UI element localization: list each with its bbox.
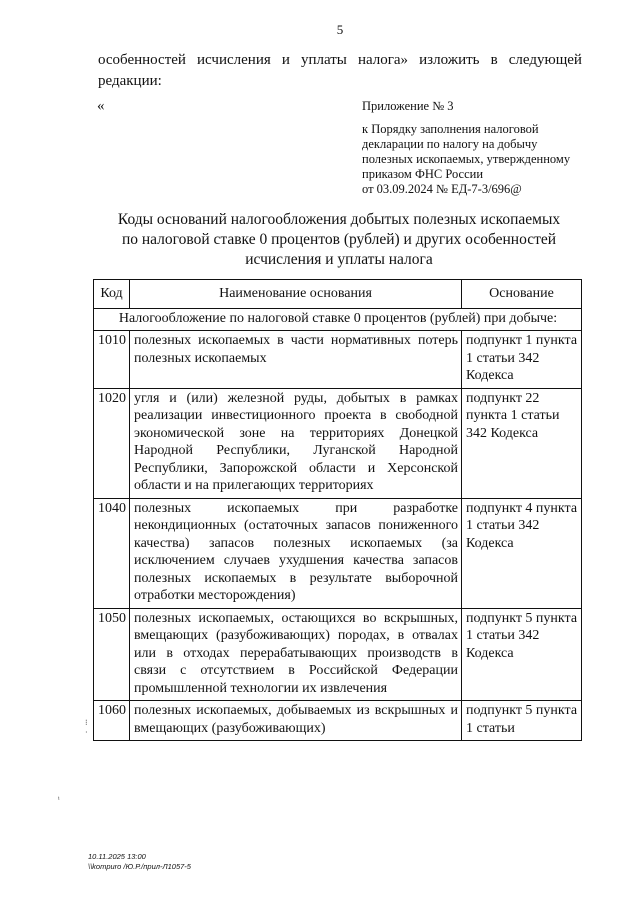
row-basis: подпункт 1 пункта 1 статьи 342 Кодекса [462, 331, 582, 389]
header-name: Наименование основания [130, 280, 462, 309]
appendix-block [362, 99, 602, 197]
row-basis: подпункт 5 пункта 1 статьи [462, 701, 582, 741]
row-basis: подпункт 4 пункта 1 статьи 342 Кодекса [462, 498, 582, 608]
header-code: Код [94, 280, 130, 309]
row-name: угля и (или) железной руды, добытых в рамках реализации инвестиционного проекта в свободной экономической зоне на территориях Донецкой Народной Республики, Луганской Народной Республики, Запорожской области и Херсонской области и на прилегающих территориях [130, 388, 462, 498]
row-code: 1040 [94, 498, 130, 608]
footer-timestamp: 10.11.2025 13:00 [88, 852, 146, 861]
intro-line-2: редакции: [98, 73, 162, 89]
codes-table [93, 279, 582, 741]
section-heading: Налогообложение по налоговой ставке 0 процентов (рублей) при добыче: [94, 308, 582, 331]
row-basis: подпункт 22 пункта 1 статьи 342 Кодекса [462, 388, 582, 498]
table-row [94, 498, 582, 608]
title-line: исчисления и уплаты налога [245, 251, 433, 268]
row-code: 1010 [94, 331, 130, 389]
document-title [96, 210, 582, 270]
table-header-row [94, 280, 582, 309]
appendix-line: от 03.09.2024 № ЕД-7-3/696@ [362, 182, 522, 196]
row-code: 1050 [94, 608, 130, 701]
table-section-row [94, 308, 582, 331]
title-line: Коды оснований налогообложения добытых полезных ископаемых [117, 211, 561, 228]
intro-word: налога» [357, 52, 409, 68]
margin-marks: ⁝ · [85, 718, 88, 737]
row-name: полезных ископаемых в части нормативных потерь полезных ископаемых [130, 331, 462, 389]
row-code: 1060 [94, 701, 130, 741]
intro-line-1 [98, 50, 582, 71]
intro-word: особенностей [98, 52, 186, 68]
title-line: по налоговой ставке 0 процентов (рублей) и других особенностей [121, 231, 557, 248]
table-row [94, 608, 582, 701]
intro-word: исчисления [197, 52, 271, 68]
intro-word: и [281, 52, 290, 68]
table-row [94, 388, 582, 498]
margin-marks-lower: ⁱ [58, 795, 60, 804]
table-row [94, 701, 582, 741]
row-name: полезных ископаемых, добываемых из вскрышных и вмещающих (разубоживающих) [130, 701, 462, 741]
table-row [94, 331, 582, 389]
footer-stamp [88, 852, 191, 872]
intro-word: в [490, 52, 498, 68]
appendix-line: к Порядку заполнения налоговой [362, 122, 539, 136]
intro-word: следующей [508, 52, 582, 68]
footer-path: \\kompuro /Ю.Р./прил-Л1057-5 [88, 862, 191, 871]
row-basis: подпункт 5 пункта 1 статьи 342 Кодекса [462, 608, 582, 701]
intro-word: изложить [419, 52, 480, 68]
intro-paragraph [98, 50, 582, 92]
header-basis: Основание [462, 280, 582, 309]
row-name: полезных ископаемых при разработке некондиционных (остаточных запасов пониженного качества) запасов полезных ископаемых (за исключением случаев ухудшения качества запасов полезных ископаемых в результате выборочной отработки месторождения) [130, 498, 462, 608]
row-name: полезных ископаемых, остающихся во вскрышных, вмещающих (разубоживающих) породах, в отвалах или в отходах перерабатывающих производств в связи с отсутствием в Российской Федерации промышленной технологии их извлечения [130, 608, 462, 701]
appendix-title: Приложение № 3 [362, 99, 454, 113]
appendix-line: полезных ископаемых, утвержденному [362, 152, 571, 166]
row-code: 1020 [94, 388, 130, 498]
quote-mark: « [97, 98, 105, 114]
appendix-line: декларации по налогу на добычу [362, 137, 538, 151]
appendix-line: приказом ФНС России [362, 167, 484, 181]
page-number: 5 [336, 22, 344, 37]
intro-word: уплаты [300, 52, 347, 68]
